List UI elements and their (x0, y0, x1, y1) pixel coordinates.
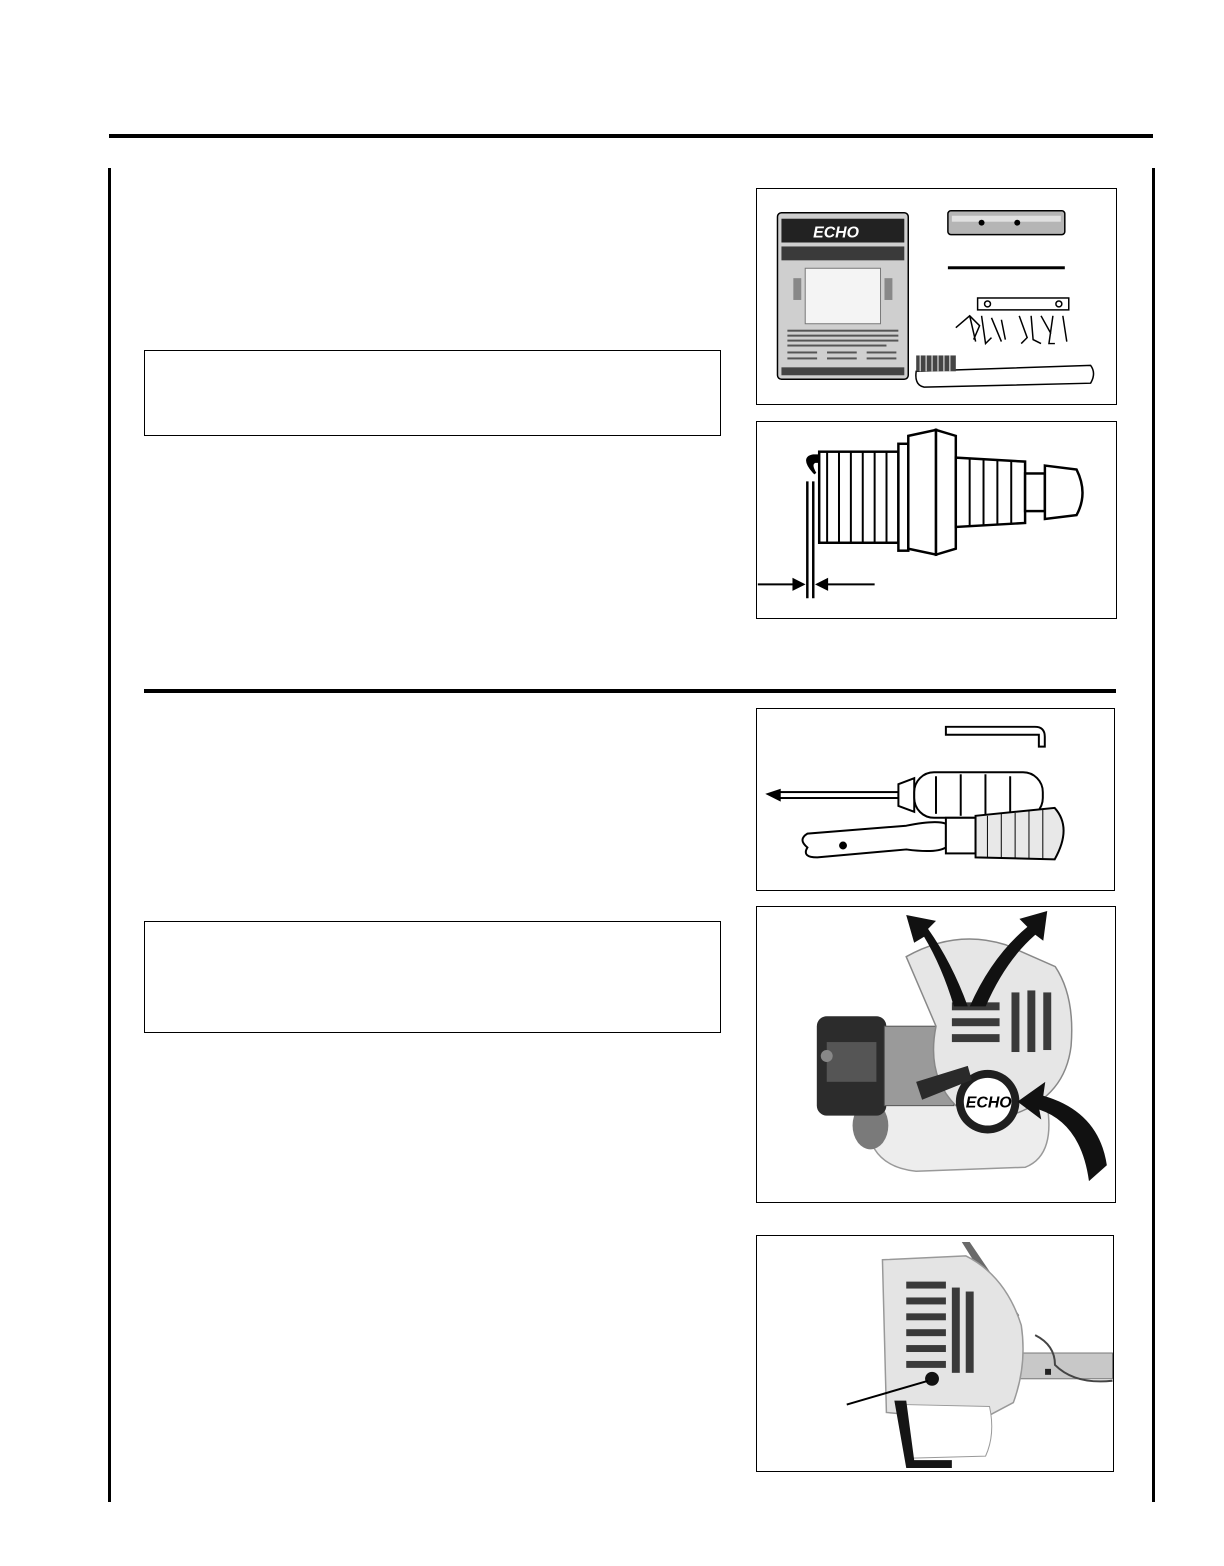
figure-spark-plug-kit (756, 188, 1117, 405)
package-brand: ECHO (813, 224, 859, 242)
air-filter-tools-illustration (757, 709, 1114, 890)
spark-plug-gap-illustration (757, 422, 1116, 618)
gap-arrows-icon (758, 579, 875, 589)
spark-plug-package-icon (777, 213, 908, 379)
figure-air-filter-tools (756, 708, 1115, 891)
note-box-1 (144, 350, 721, 436)
engine-side-illustration (757, 1236, 1113, 1471)
screwdriver-icon (768, 772, 1043, 817)
note-box-2 (144, 921, 721, 1033)
tommy-bar-icon (948, 266, 1065, 269)
wire-brush-icon (916, 355, 1094, 387)
top-rule (109, 134, 1153, 138)
engine-cover-illustration (757, 907, 1115, 1202)
figure-engine-cover (756, 906, 1116, 1203)
right-vertical-rule (1152, 168, 1155, 1502)
hex-key-icon (946, 727, 1045, 747)
feeler-gauge-icon (956, 298, 1069, 344)
spark-plug-icon (807, 430, 1082, 598)
engine-side-icon (882, 1242, 1112, 1468)
section-divider-rule (144, 689, 1116, 693)
engine-brand: ECHO (965, 1094, 1012, 1112)
spark-plug-kit-illustration (757, 189, 1116, 404)
figure-spark-plug-gap (756, 421, 1117, 619)
plug-wrench-icon (948, 211, 1065, 235)
figure-engine-side (756, 1235, 1114, 1472)
left-vertical-rule (108, 168, 111, 1502)
